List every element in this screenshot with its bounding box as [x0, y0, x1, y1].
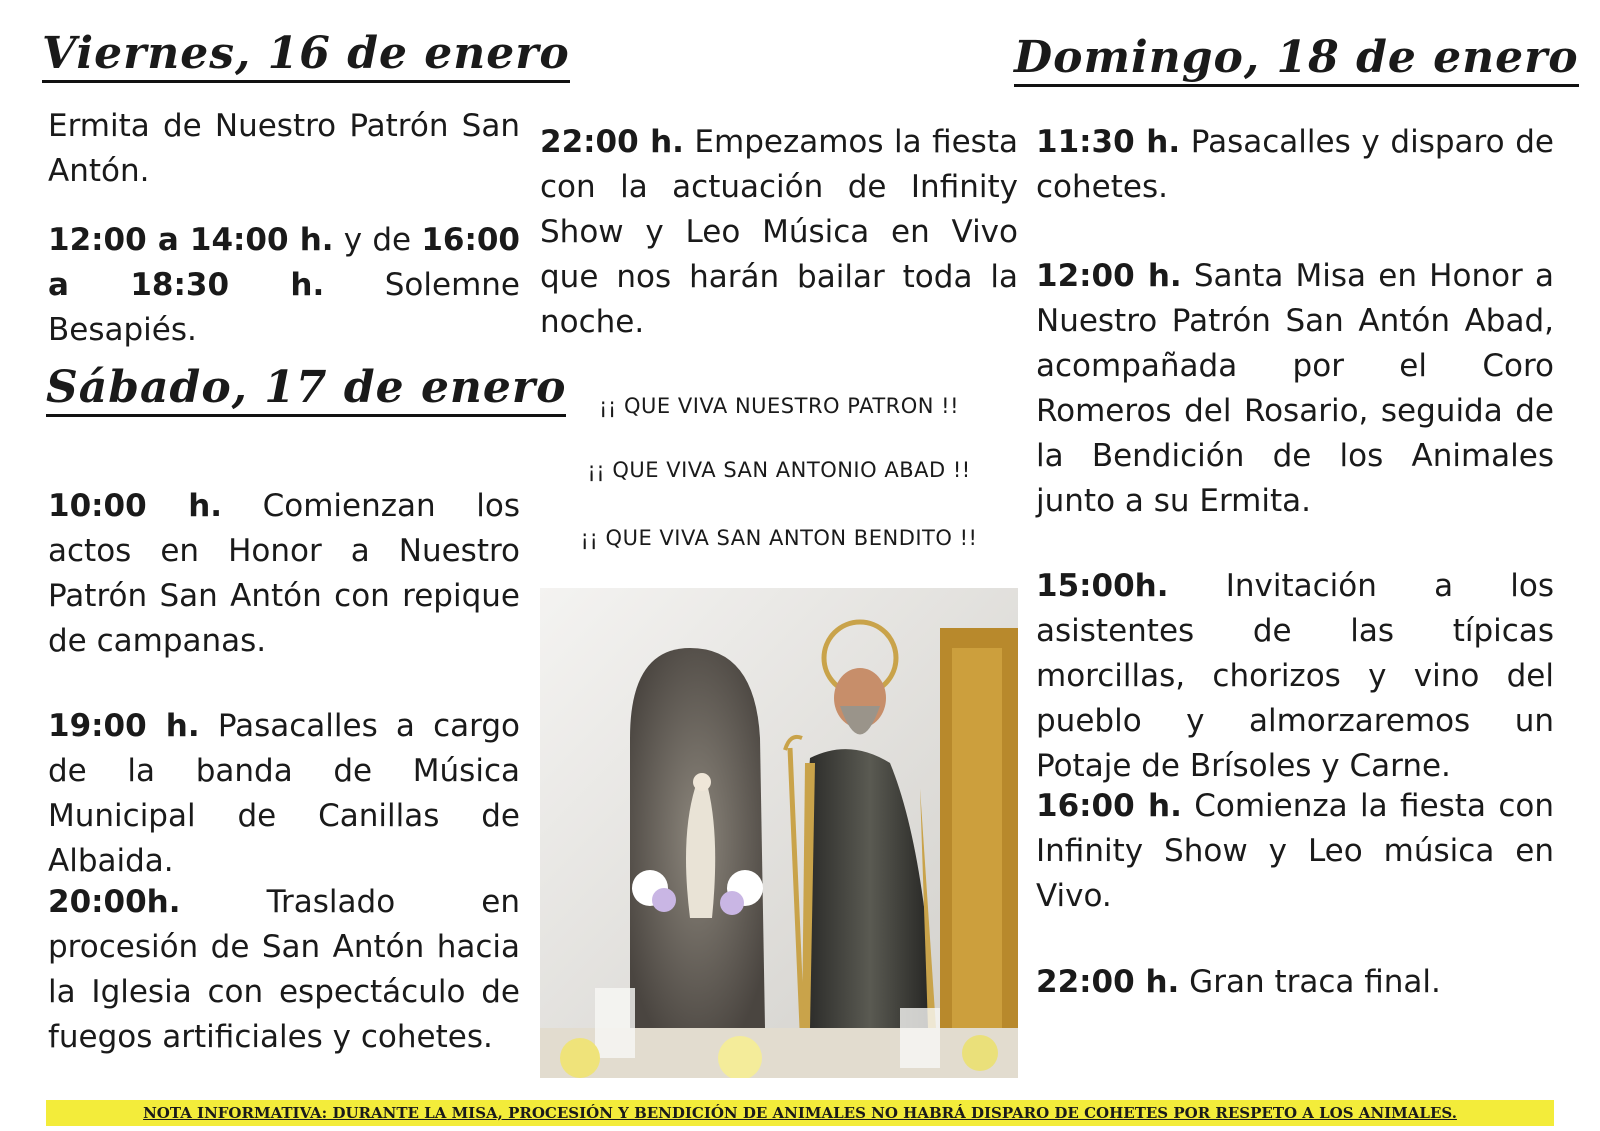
- friday-besapies: [48, 218, 520, 353]
- event-time: 16:00 a 18:30 h.: [48, 222, 520, 303]
- saturday-event: [48, 484, 520, 664]
- san-anton-statue-photo: [540, 588, 1018, 1078]
- informative-note-banner: NOTA INFORMATIVA: DURANTE LA MISA, PROCESIÓN Y BENDICIÓN DE ANIMALES NO HABRÁ DISPARO DE COHETES POR RESPETO A LOS ANIMALES.: [46, 1100, 1554, 1126]
- event-text: Gran traca final.: [1179, 964, 1441, 1000]
- sunday-heading: Domingo, 18 de enero: [1014, 34, 1579, 87]
- sunday-event: [1036, 564, 1554, 789]
- event-text: Comienza la fiesta con Infinity Show y Leo música en Vivo.: [1036, 788, 1554, 914]
- event-time: 19:00 h.: [48, 708, 200, 744]
- event-time: 15:00h.: [1036, 568, 1169, 604]
- friday-location: Ermita de Nuestro Patrón San Antón.: [48, 108, 520, 189]
- saturday-event: [48, 880, 520, 1060]
- event-text: Santa Misa en Honor a Nuestro Patrón San Antón Abad, acompañada por el Coro Romeros del Rosario, seguida de la Bendición de los Animales junto a su Ermita.: [1036, 258, 1554, 519]
- event-time: 20:00h.: [48, 884, 181, 920]
- saturday-heading: Sábado, 17 de enero: [46, 364, 566, 417]
- friday-saturday-column: [42, 0, 570, 1090]
- saturday-event: [48, 704, 520, 884]
- event-time: 10:00 h.: [48, 488, 223, 524]
- sunday-column: [1014, 0, 1579, 1090]
- event-text: Pasacalles y disparo de cohetes.: [1036, 124, 1554, 205]
- event-text: Traslado en procesión de San Antón hacia la Iglesia con espectáculo de fuegos artificiales y cohetes.: [48, 884, 520, 1055]
- event-text: y de: [333, 222, 422, 258]
- event-text: Solemne Besapiés.: [48, 267, 520, 348]
- middle-column: [540, 0, 1018, 1090]
- event-text: Comienzan los actos en Honor a Nuestro Patrón San Antón con repique de campanas.: [48, 488, 520, 659]
- sunday-event: [1036, 254, 1554, 524]
- event-time: 22:00 h.: [540, 124, 684, 160]
- event-text: Empezamos la fiesta con la actuación de Infinity Show y Leo Música en Vivo que nos harán bailar toda la noche.: [540, 124, 1018, 340]
- event-time: 12:00 h.: [1036, 258, 1182, 294]
- sunday-event: [1036, 120, 1554, 210]
- event-time: 11:30 h.: [1036, 124, 1181, 160]
- event-text: Pasacalles a cargo de la banda de Música Municipal de Canillas de Albaida.: [48, 708, 520, 879]
- event-text: Invitación a los asistentes de las típicas morcillas, chorizos y vino del pueblo y almorzaremos un Potaje de Brísoles y Carne.: [1036, 568, 1554, 784]
- event-time: 16:00 h.: [1036, 788, 1182, 824]
- event-time: 12:00 a 14:00 h.: [48, 222, 334, 258]
- cheer-line: ¡¡ QUE VIVA SAN ANTON BENDITO !!: [580, 526, 978, 550]
- cheer-line: ¡¡ QUE VIVA NUESTRO PATRON !!: [598, 394, 959, 418]
- cheer-line: ¡¡ QUE VIVA SAN ANTONIO ABAD !!: [587, 458, 971, 482]
- saturday-night-event: [540, 120, 1018, 345]
- sunday-event: [1036, 784, 1554, 919]
- event-time: 22:00 h.: [1036, 964, 1180, 1000]
- friday-heading: Viernes, 16 de enero: [42, 30, 570, 83]
- sunday-event: [1036, 960, 1554, 1005]
